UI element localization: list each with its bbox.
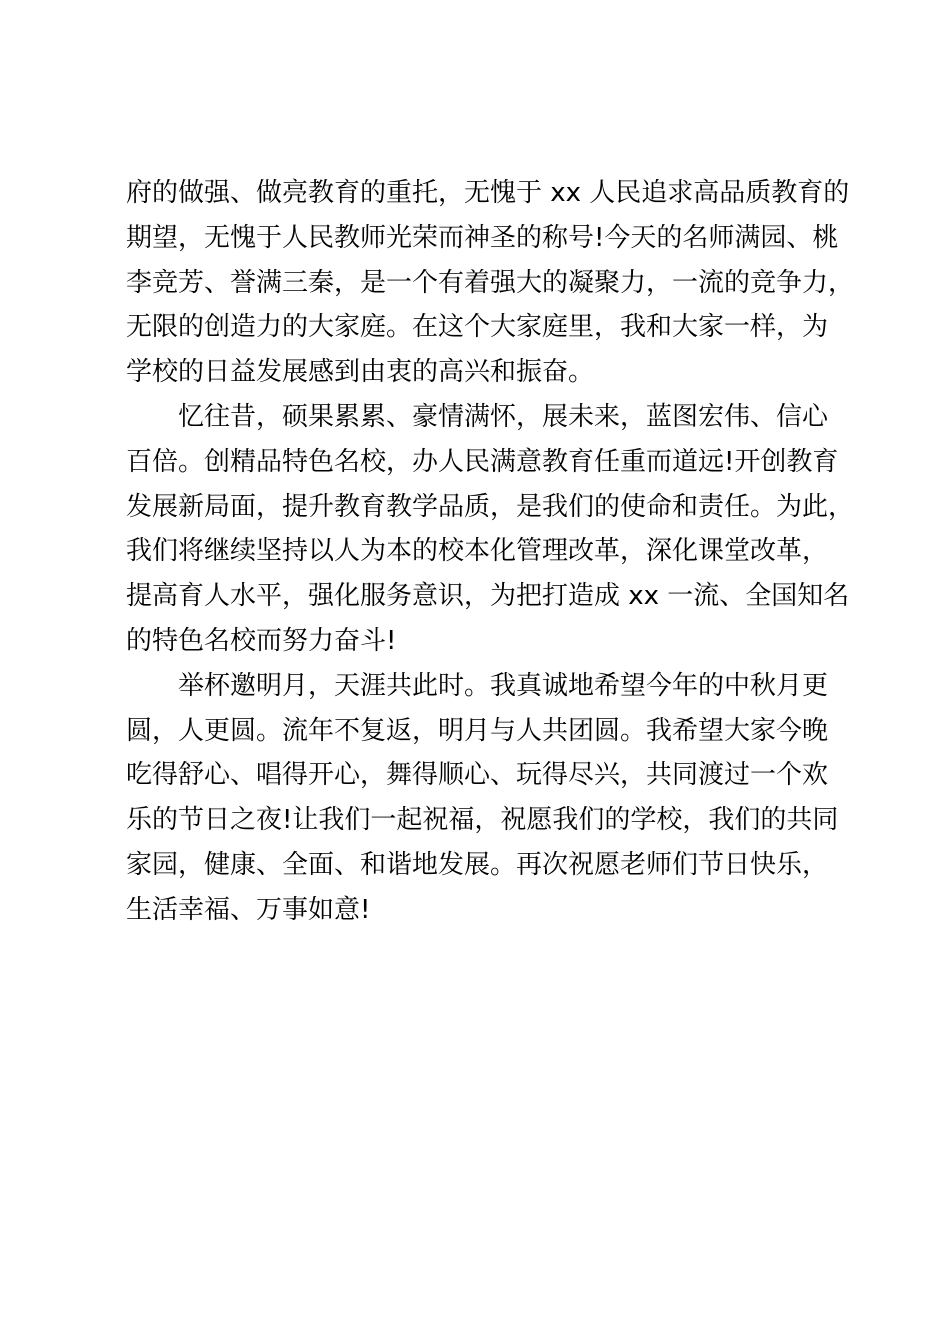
text-line: 百倍。创精品特色名校，办人民满意教育任重而道远!开创教育 bbox=[126, 446, 839, 477]
text-line: 我们将继续坚持以人为本的校本化管理改革，深化课堂改革， bbox=[126, 536, 829, 567]
text-line: 提高育人水平，强化服务意识，为把打造成 xx 一流、全国知名 bbox=[126, 581, 850, 612]
paragraph-2 bbox=[126, 395, 856, 664]
text-line: 发展新局面，提升教育教学品质，是我们的使命和责任。为此， bbox=[126, 491, 855, 522]
paragraph-3 bbox=[126, 664, 856, 933]
text-line: 李竞芳、誉满三秦，是一个有着强大的凝聚力，一流的竞争力， bbox=[126, 267, 855, 298]
paragraph-1 bbox=[126, 171, 856, 395]
document-body bbox=[126, 171, 856, 933]
text-line: 家园，健康、全面、和谐地发展。再次祝愿老师们节日快乐， bbox=[126, 849, 829, 880]
text-line: 忆往昔，硕果累累、豪情满怀，展未来，蓝图宏伟、信心 bbox=[178, 401, 829, 432]
text-line: 生活幸福、万事如意! bbox=[126, 894, 371, 925]
text-line: 吃得舒心、唱得开心，舞得顺心、玩得尽兴，共同渡过一个欢 bbox=[126, 760, 829, 791]
text-line: 举杯邀明月，天涯共此时。我真诚地希望今年的中秋月更 bbox=[178, 670, 829, 701]
text-line: 府的做强、做亮教育的重托，无愧于 xx 人民追求高品质教育的 bbox=[126, 178, 850, 208]
text-line: 无限的创造力的大家庭。在这个大家庭里，我和大家一样，为 bbox=[126, 312, 829, 343]
text-line: 圆，人更圆。流年不复返，明月与人共团圆。我希望大家今晚 bbox=[126, 715, 829, 746]
text-line: 学校的日益发展感到由衷的高兴和振奋。 bbox=[126, 357, 595, 388]
text-line: 的特色名校而努力奋斗! bbox=[126, 625, 397, 656]
text-line: 乐的节日之夜!让我们一起祝福，祝愿我们的学校，我们的共同 bbox=[126, 805, 839, 836]
text-line: 期望，无愧于人民教师光荣而神圣的称号!今天的名师满园、桃 bbox=[126, 222, 839, 253]
